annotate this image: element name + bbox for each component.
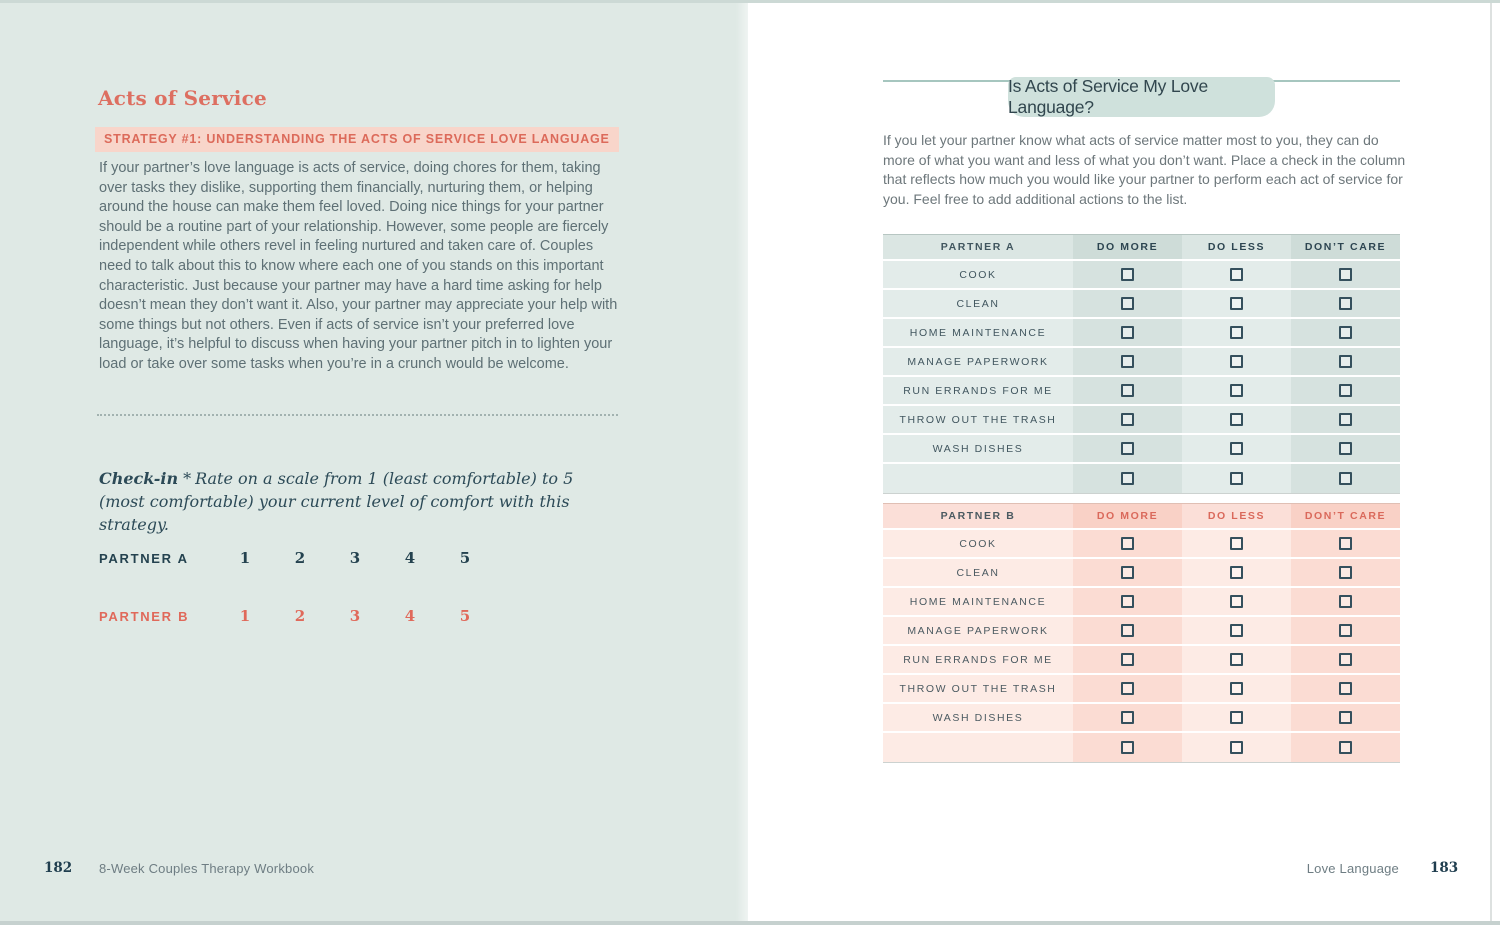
checkbox[interactable] bbox=[1339, 595, 1352, 608]
checkbox[interactable] bbox=[1339, 566, 1352, 579]
checkbox-cell bbox=[1291, 646, 1400, 673]
checkbox[interactable] bbox=[1230, 297, 1243, 310]
checkbox-cell bbox=[1073, 617, 1182, 644]
checkbox[interactable] bbox=[1339, 711, 1352, 724]
checkbox[interactable] bbox=[1121, 566, 1134, 579]
checkbox[interactable] bbox=[1339, 384, 1352, 397]
checkbox-cell bbox=[1291, 617, 1400, 644]
row-label: COOK bbox=[883, 530, 1073, 557]
rating-option[interactable]: 2 bbox=[294, 549, 306, 567]
checkbox-cell bbox=[1291, 675, 1400, 702]
checkbox[interactable] bbox=[1339, 268, 1352, 281]
checkbox[interactable] bbox=[1121, 653, 1134, 666]
rating-option[interactable]: 2 bbox=[294, 607, 306, 625]
checkbox[interactable] bbox=[1230, 268, 1243, 281]
table-header-row bbox=[883, 504, 1400, 530]
column-header: DON’T CARE bbox=[1291, 504, 1400, 528]
checkbox[interactable] bbox=[1230, 472, 1243, 485]
checkin-instructions bbox=[99, 467, 615, 536]
checkbox-cell bbox=[1182, 704, 1291, 731]
checkbox-cell bbox=[1182, 646, 1291, 673]
table-row bbox=[883, 588, 1400, 617]
checkbox[interactable] bbox=[1121, 326, 1134, 339]
checkbox[interactable] bbox=[1121, 355, 1134, 368]
left-footer bbox=[0, 860, 748, 880]
asterisk-icon: * bbox=[183, 469, 192, 488]
checkbox-cell bbox=[1182, 290, 1291, 317]
checkbox[interactable] bbox=[1230, 384, 1243, 397]
table-row bbox=[883, 675, 1400, 704]
right-footer bbox=[748, 860, 1500, 880]
checkbox-cell bbox=[1291, 435, 1400, 462]
row-label: HOME MAINTENANCE bbox=[883, 319, 1073, 346]
column-header: DO LESS bbox=[1182, 504, 1291, 528]
rating-option[interactable]: 5 bbox=[459, 549, 471, 567]
row-label: WASH DISHES bbox=[883, 435, 1073, 462]
checkbox[interactable] bbox=[1230, 355, 1243, 368]
row-label: COOK bbox=[883, 261, 1073, 288]
checkbox[interactable] bbox=[1121, 268, 1134, 281]
table-row bbox=[883, 530, 1400, 559]
partner-a-label: PARTNER A bbox=[99, 551, 189, 566]
partner-b-checklist bbox=[883, 503, 1400, 763]
checkbox-cell bbox=[1182, 464, 1291, 493]
intro-paragraph: If you let your partner know what acts of service matter most to you, they can do more of what you want and less of what you don’t want. Place a check in the column that reflects how much you would like your partner to perform each act of service for you. Feel free to add additional actions to the list. bbox=[883, 132, 1406, 207]
rating-option[interactable]: 4 bbox=[404, 549, 416, 567]
checkbox[interactable] bbox=[1230, 537, 1243, 550]
partner-b-rating-row bbox=[99, 607, 519, 625]
checkbox-cell bbox=[1073, 733, 1182, 762]
checkbox-cell bbox=[1073, 435, 1182, 462]
checkbox-cell bbox=[1291, 464, 1400, 493]
table-row bbox=[883, 406, 1400, 435]
checkbox[interactable] bbox=[1121, 537, 1134, 550]
column-header: PARTNER B bbox=[883, 504, 1073, 528]
table-row bbox=[883, 704, 1400, 733]
checkbox[interactable] bbox=[1230, 624, 1243, 637]
top-edge bbox=[0, 0, 1500, 3]
checkbox-cell bbox=[1182, 319, 1291, 346]
checkbox-cell bbox=[1182, 588, 1291, 615]
rating-option[interactable]: 3 bbox=[349, 607, 361, 625]
table-row bbox=[883, 559, 1400, 588]
column-header: DON’T CARE bbox=[1291, 235, 1400, 259]
page-number: 183 bbox=[1430, 860, 1459, 876]
table-row bbox=[883, 290, 1400, 319]
row-label: MANAGE PAPERWORK bbox=[883, 348, 1073, 375]
checkbox-cell bbox=[1291, 530, 1400, 557]
row-label: CLEAN bbox=[883, 290, 1073, 317]
checkbox[interactable] bbox=[1230, 413, 1243, 426]
checkbox[interactable] bbox=[1230, 442, 1243, 455]
checkbox-cell bbox=[1182, 261, 1291, 288]
table-row-empty bbox=[883, 464, 1400, 493]
checkbox[interactable] bbox=[1339, 472, 1352, 485]
checkbox-cell bbox=[1291, 319, 1400, 346]
rating-option[interactable]: 3 bbox=[349, 549, 361, 567]
checkbox[interactable] bbox=[1230, 653, 1243, 666]
checkbox[interactable] bbox=[1230, 741, 1243, 754]
checkbox[interactable] bbox=[1121, 413, 1134, 426]
checkbox-cell bbox=[1073, 348, 1182, 375]
row-label: WASH DISHES bbox=[883, 704, 1073, 731]
page-edge bbox=[1490, 3, 1492, 921]
checkbox-cell bbox=[1291, 406, 1400, 433]
checkbox[interactable] bbox=[1121, 624, 1134, 637]
checkbox-cell bbox=[1291, 290, 1400, 317]
row-label: THROW OUT THE TRASH bbox=[883, 675, 1073, 702]
checkbox[interactable] bbox=[1230, 595, 1243, 608]
checkbox[interactable] bbox=[1230, 326, 1243, 339]
checkbox-cell bbox=[1073, 588, 1182, 615]
checkbox-cell bbox=[1291, 559, 1400, 586]
column-header: DO MORE bbox=[1073, 235, 1182, 259]
right-page bbox=[748, 0, 1500, 925]
table-row bbox=[883, 348, 1400, 377]
bottom-edge bbox=[0, 921, 1500, 925]
checkbox[interactable] bbox=[1339, 741, 1352, 754]
checkbox-cell bbox=[1182, 435, 1291, 462]
row-label: RUN ERRANDS FOR ME bbox=[883, 646, 1073, 673]
checkbox-cell bbox=[1182, 559, 1291, 586]
checkbox-cell bbox=[1073, 406, 1182, 433]
column-header: DO LESS bbox=[1182, 235, 1291, 259]
checkbox-cell bbox=[1073, 646, 1182, 673]
rating-option[interactable]: 1 bbox=[239, 607, 251, 625]
checkbox-cell bbox=[1073, 319, 1182, 346]
table-row bbox=[883, 377, 1400, 406]
table-row-empty bbox=[883, 733, 1400, 762]
strategy-heading: STRATEGY #1: UNDERSTANDING THE ACTS OF SERVICE LOVE LANGUAGE bbox=[95, 127, 619, 152]
checkbox-cell bbox=[1073, 464, 1182, 493]
body-paragraph: If your partner’s love language is acts of service, doing chores for them, taking over tasks they dislike, supporting them financially, nurturing them, or helping around the house can make them feel loved. Doing nice things for your partner should be a routine part of your relationship. However, some people are fiercely independent while others revel in feeling nurtured and taken care of. Couples need to talk about this to know where each one of you stands on this important characteristic. Just because your partner may have a hard time asking for help doesn’t mean they don’t want it. Also, your partner may appreciate your help with some things but not others. Even if acts of service isn’t your preferred love language, it’s helpful to discuss when having your partner pitch in to lighten your load or take over some tasks when you’re in a crunch would be welcome. bbox=[99, 160, 618, 372]
left-page bbox=[0, 0, 748, 925]
partner-b-label: PARTNER B bbox=[99, 609, 190, 624]
checkbox[interactable] bbox=[1339, 326, 1352, 339]
checkbox-cell bbox=[1182, 733, 1291, 762]
checkbox[interactable] bbox=[1339, 442, 1352, 455]
checkbox[interactable] bbox=[1339, 413, 1352, 426]
table-row bbox=[883, 261, 1400, 290]
checkbox-cell bbox=[1291, 588, 1400, 615]
checkbox-cell bbox=[1073, 530, 1182, 557]
checkbox-cell bbox=[1291, 261, 1400, 288]
checkbox-cell bbox=[1182, 348, 1291, 375]
checkbox[interactable] bbox=[1339, 653, 1352, 666]
row-label: HOME MAINTENANCE bbox=[883, 588, 1073, 615]
checkbox[interactable] bbox=[1121, 384, 1134, 397]
checkbox-cell bbox=[1073, 675, 1182, 702]
table-row bbox=[883, 646, 1400, 675]
checkbox-cell bbox=[1073, 704, 1182, 731]
checkbox[interactable] bbox=[1121, 595, 1134, 608]
book-title: 8-Week Couples Therapy Workbook bbox=[99, 861, 315, 876]
checkbox[interactable] bbox=[1339, 355, 1352, 368]
page-number: 182 bbox=[44, 860, 73, 876]
table-row bbox=[883, 319, 1400, 348]
checkbox[interactable] bbox=[1121, 442, 1134, 455]
column-header: PARTNER A bbox=[883, 235, 1073, 259]
row-label: MANAGE PAPERWORK bbox=[883, 617, 1073, 644]
checkbox-cell bbox=[1073, 290, 1182, 317]
checkbox-cell bbox=[1182, 617, 1291, 644]
table-row bbox=[883, 617, 1400, 646]
checkbox[interactable] bbox=[1230, 711, 1243, 724]
chapter-title: Love Language bbox=[1306, 861, 1399, 876]
rating-option[interactable]: 4 bbox=[404, 607, 416, 625]
checkbox[interactable] bbox=[1339, 682, 1352, 695]
column-header: DO MORE bbox=[1073, 504, 1182, 528]
checkbox[interactable] bbox=[1121, 682, 1134, 695]
row-label[interactable] bbox=[883, 733, 1073, 762]
dotted-divider bbox=[97, 414, 618, 416]
checkbox[interactable] bbox=[1339, 624, 1352, 637]
row-label[interactable] bbox=[883, 464, 1073, 493]
table-header-row bbox=[883, 235, 1400, 261]
checkbox-cell bbox=[1073, 261, 1182, 288]
checkbox-cell bbox=[1291, 704, 1400, 731]
row-label: RUN ERRANDS FOR ME bbox=[883, 377, 1073, 404]
checkbox-cell bbox=[1291, 377, 1400, 404]
page-title: Acts of Service bbox=[98, 86, 267, 110]
table-row bbox=[883, 435, 1400, 464]
checkbox[interactable] bbox=[1230, 566, 1243, 579]
checkbox-cell bbox=[1291, 348, 1400, 375]
checkbox-cell bbox=[1073, 377, 1182, 404]
checkbox-cell bbox=[1182, 406, 1291, 433]
checkbox-cell bbox=[1182, 530, 1291, 557]
checkbox[interactable] bbox=[1339, 297, 1352, 310]
rating-option[interactable]: 1 bbox=[239, 549, 251, 567]
checkbox[interactable] bbox=[1121, 711, 1134, 724]
checkin-label: Check-in bbox=[99, 469, 179, 488]
checkbox[interactable] bbox=[1230, 682, 1243, 695]
checkbox-cell bbox=[1182, 377, 1291, 404]
row-label: THROW OUT THE TRASH bbox=[883, 406, 1073, 433]
checkbox[interactable] bbox=[1339, 537, 1352, 550]
row-label: CLEAN bbox=[883, 559, 1073, 586]
checkin-text: Rate on a scale from 1 (least comfortable) to 5 (most comfortable) your current level of comfort with this strategy. bbox=[99, 469, 574, 534]
checkbox-cell bbox=[1073, 559, 1182, 586]
checkbox-cell bbox=[1182, 675, 1291, 702]
partner-a-rating-row bbox=[99, 549, 519, 567]
checkbox[interactable] bbox=[1121, 472, 1134, 485]
checkbox[interactable] bbox=[1121, 297, 1134, 310]
checkbox[interactable] bbox=[1121, 741, 1134, 754]
checkbox-cell bbox=[1291, 733, 1400, 762]
section-title-box: Is Acts of Service My Love Language? bbox=[1008, 77, 1275, 117]
partner-a-checklist bbox=[883, 234, 1400, 494]
rating-option[interactable]: 5 bbox=[459, 607, 471, 625]
